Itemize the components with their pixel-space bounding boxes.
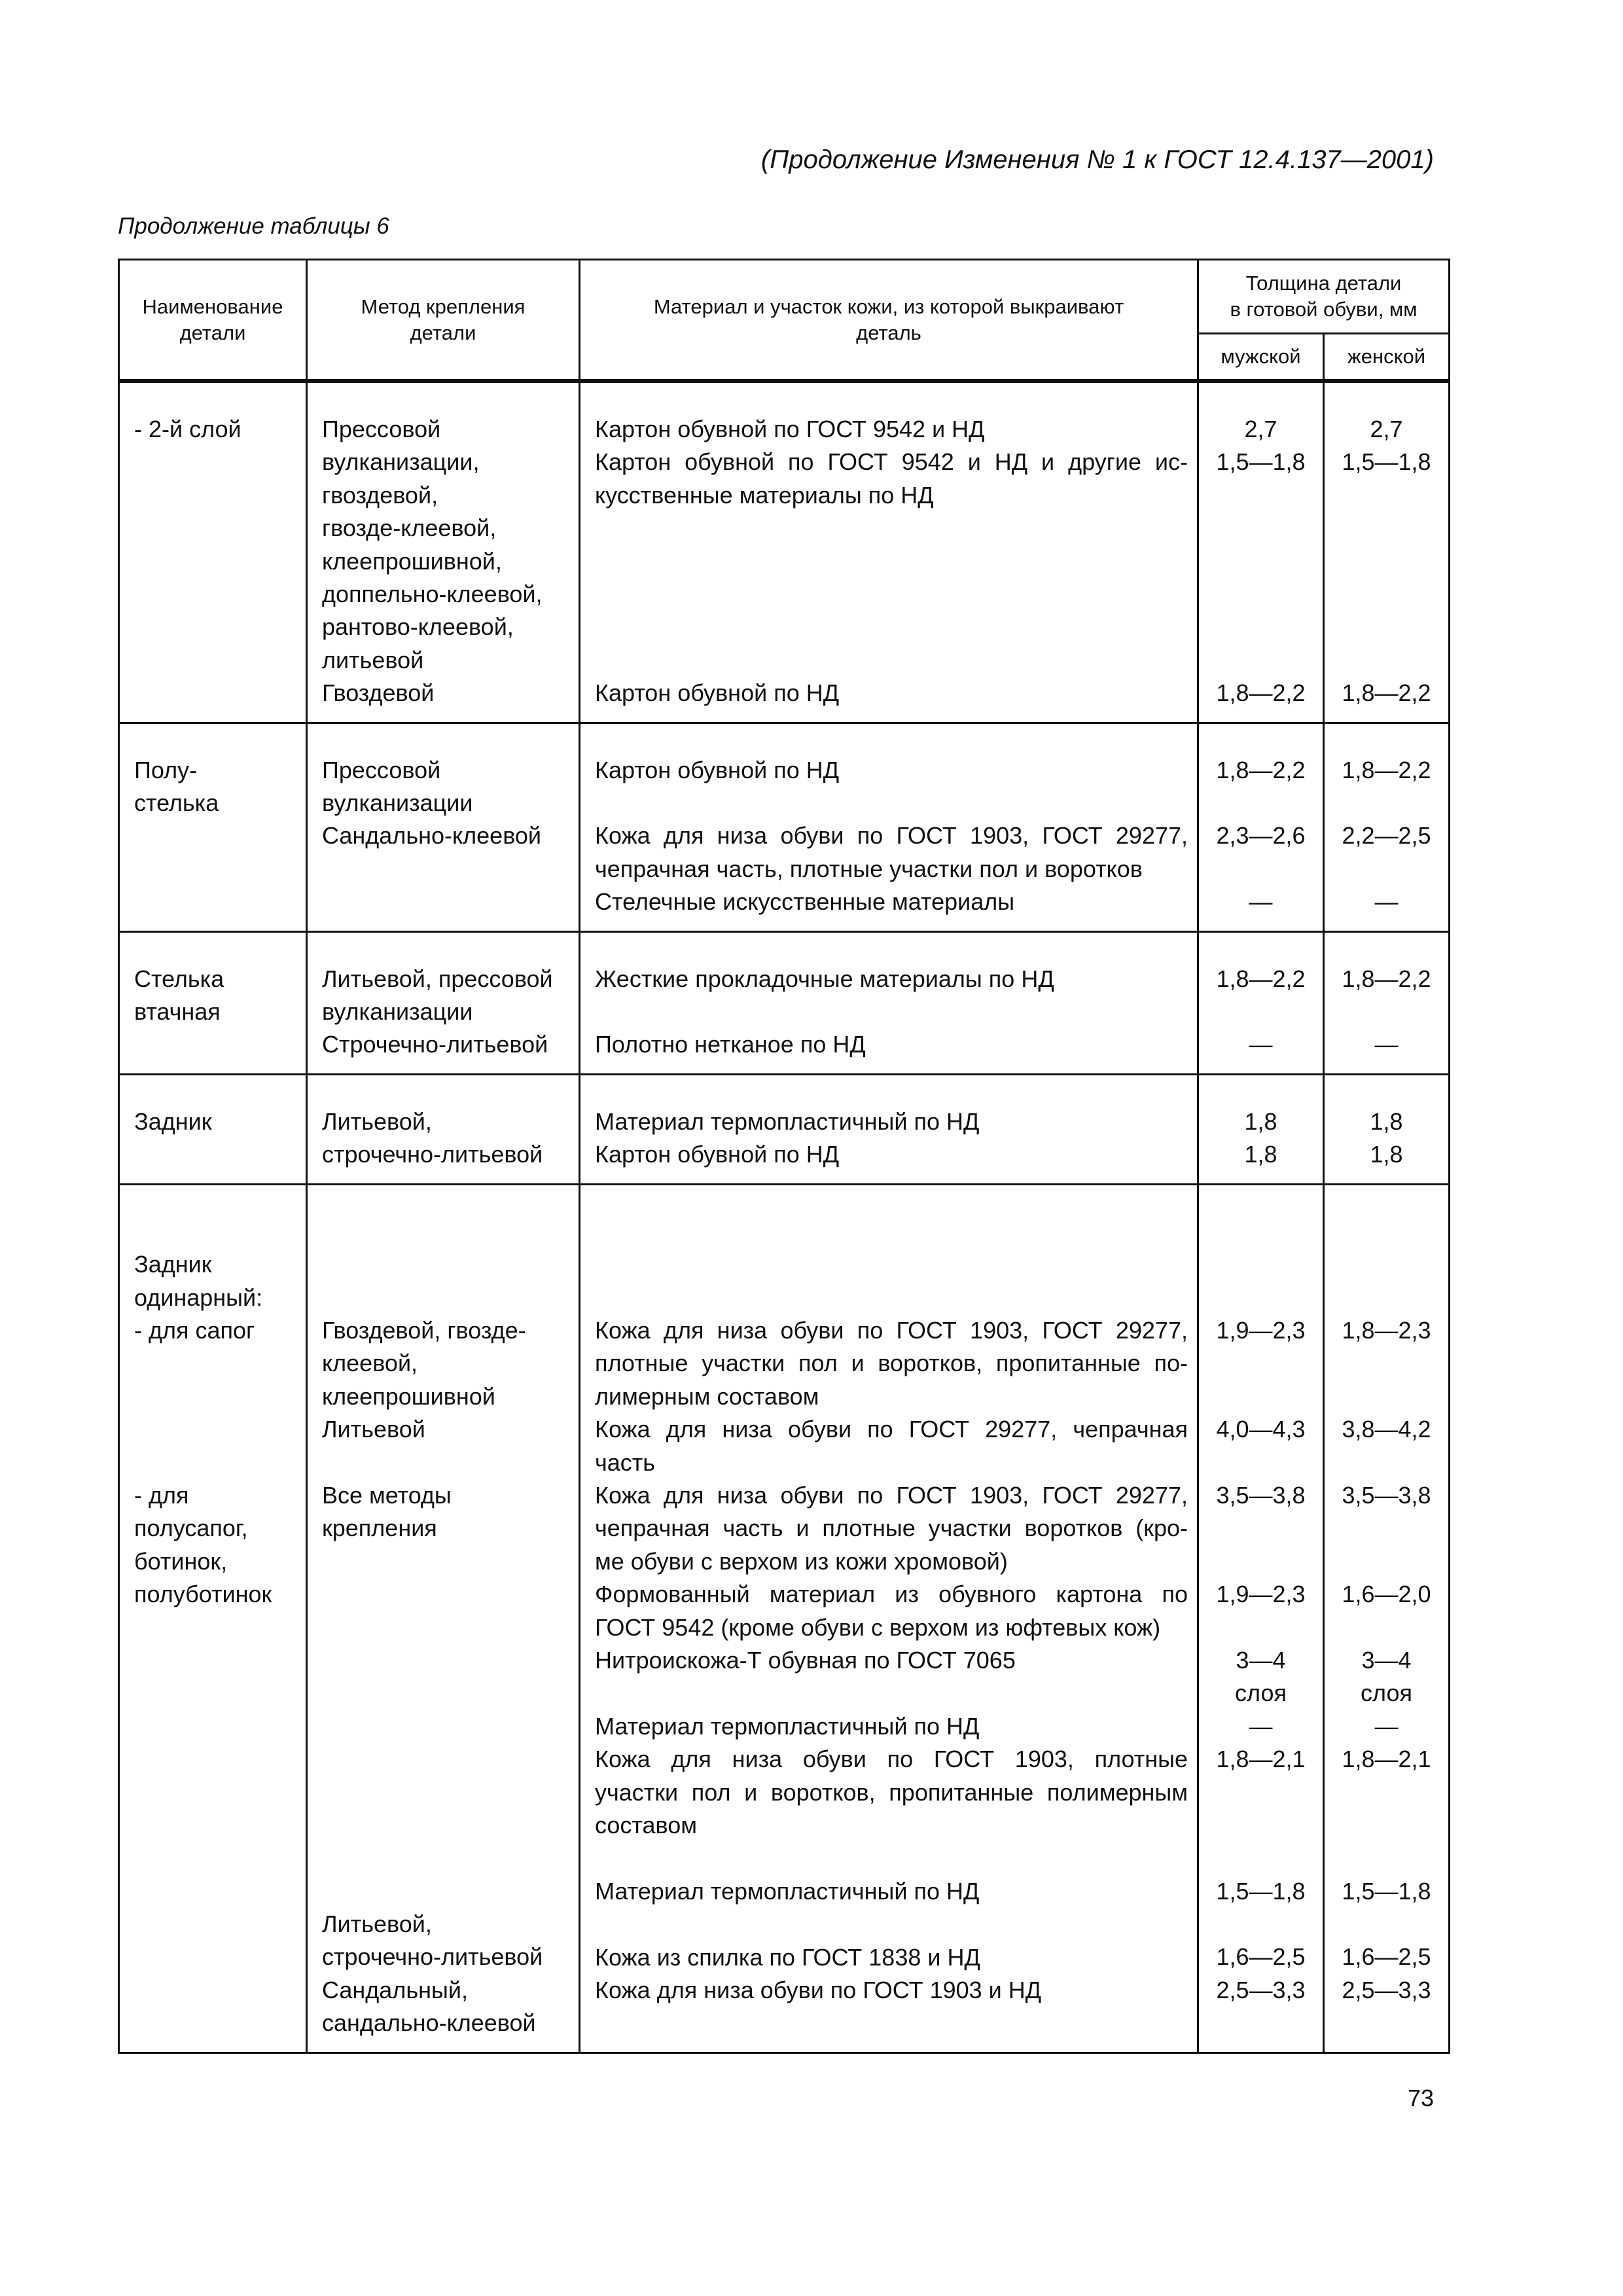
cell-fastening-method [307,1074,580,1184]
cell-line: Гвоздевой [322,679,435,707]
cell-line: Задник [134,1107,212,1135]
cell-line: — [1374,1712,1399,1740]
cell-line: Все методы [322,1481,452,1509]
cell-material [580,1074,1198,1184]
cell-line: 1,8—2,2 [1342,965,1431,992]
cell-line: 3,5—3,8 [1216,1481,1306,1509]
cell-fastening-method [307,723,580,931]
blank-line [1327,611,1446,643]
blank-line [595,578,1188,611]
blank-line [322,1776,569,1808]
blank-line [595,1908,1188,1941]
cell-line: клеевой, [322,1350,418,1377]
cell-line: 1,9—2,3 [1216,1581,1306,1608]
blank-line [595,545,1188,578]
cell-thickness-women [1324,382,1450,723]
blank-line [1202,1611,1320,1643]
blank-line [1327,1908,1446,1941]
blank-line [595,644,1188,677]
blank-line [1327,1809,1446,1842]
blank-line [1202,1545,1320,1578]
cell-line: Прессовой [322,756,441,783]
cell-line: составом [595,1811,698,1839]
cell-thickness-men [1198,382,1324,723]
cell-line: Литьевой [322,1416,425,1443]
blank-line [322,1248,569,1281]
column-header-material: Материал и участок кожи, из которой выкраивают деталь [580,260,1198,380]
cell-material [580,931,1198,1074]
blank-line [1327,1611,1446,1643]
cell-line: - для сапог [134,1316,255,1344]
blank-line [322,1710,569,1743]
blank-line [1327,1380,1446,1413]
cell-line: вулканизации [322,998,473,1026]
blank-line [1327,578,1446,611]
blank-line [1327,996,1446,1028]
blank-line [1327,787,1446,819]
cell-line: кусственные материалы по НД [595,481,934,509]
cell-line: 4,0—4,3 [1216,1416,1306,1443]
blank-line [1327,1347,1446,1380]
blank-line [322,1875,569,1908]
cell-line: сандально-клеевой [322,2009,536,2037]
cell-line: вулканизации [322,789,473,817]
cell-thickness-men [1198,723,1324,931]
cell-line: Картон обувной по ГОСТ 9542 и НД [595,416,985,442]
blank-line [134,1413,296,1446]
blank-line [595,1248,1188,1281]
cell-line: чепрачная часть, плотные участки пол и воротков [595,855,1143,882]
blank-line [1327,1281,1446,1314]
blank-line [1327,1842,1446,1874]
cell-line: 1,8—2,2 [1342,756,1431,783]
blank-line [1327,545,1446,578]
blank-line [1202,545,1320,578]
blank-line [1202,1281,1320,1314]
blank-line [134,1215,296,1248]
cell-line: — [1374,1031,1399,1058]
cell-part-name [119,723,307,931]
cell-line: рантово-клеевой, [322,613,514,641]
cell-line: Литьевой, [322,1107,432,1135]
cell-line: Кожа для низа обуви по ГОСТ 29277, чепрачная [595,1416,1188,1443]
blank-line [322,1677,569,1710]
blank-line [1202,787,1320,819]
cell-line: 3—4 [1236,1646,1286,1674]
cell-line: строчечно-литьевой [322,1141,543,1168]
column-header-women: женской [1324,334,1450,380]
cell-material [580,382,1198,723]
cell-line: 3,5—3,8 [1342,1481,1431,1509]
cell-line: Кожа для низа обуви по ГОСТ 1903, ГОСТ 29277, [595,822,1188,850]
cell-line: Сандально-клеевой [322,822,542,850]
cell-part-name [119,931,307,1074]
blank-line [1327,512,1446,545]
blank-line [1202,1248,1320,1281]
blank-line [322,1644,569,1677]
blank-line [1202,996,1320,1028]
cell-line: Литьевой, прессовой [322,965,553,992]
blank-line [322,1545,569,1578]
blank-line [595,1677,1188,1710]
blank-line [1202,1512,1320,1545]
cell-line: втачная [134,998,221,1026]
cell-line: Картон обувной по НД [595,1141,840,1168]
cell-line: 2,2—2,5 [1342,822,1431,850]
column-header-name: Наименование детали [119,260,307,380]
blank-line [1327,853,1446,886]
cell-line: 1,5—1,8 [1342,1877,1431,1905]
blank-line [1327,1545,1446,1578]
column-header-method: Метод крепления детали [307,260,580,380]
cell-line: 2,7 [1370,416,1403,442]
cell-line: Материал термопластичный по НД [595,1712,980,1740]
cell-line: Гвоздевой, гвозде- [322,1316,526,1344]
blank-line [1202,853,1320,886]
cell-line: 1,8 [1370,1141,1403,1168]
blank-line [322,1446,569,1479]
cell-line: доппельно-клеевой, [322,581,543,608]
cell-line: лимерным составом [595,1382,819,1410]
cell-line: 1,6—2,0 [1342,1581,1431,1608]
blank-line [595,512,1188,545]
cell-line: Стелька [134,965,224,992]
cell-line: 1,8—2,1 [1216,1746,1306,1773]
cell-line: 2,5—3,3 [1216,1976,1306,2003]
cell-part-name [119,382,307,723]
cell-thickness-men [1198,1074,1324,1184]
table-caption: Продолжение таблицы 6 [118,213,389,239]
blank-line [322,1578,569,1611]
blank-line [595,1215,1188,1248]
cell-line: плотные участки пол и воротков, пропитанные по- [595,1350,1188,1377]
blank-line [1202,512,1320,545]
cell-line: одинарный: [134,1283,263,1311]
page-number: 73 [1407,2085,1434,2111]
cell-line: Материал термопластичный по НД [595,1877,980,1905]
blank-line [322,1842,569,1874]
cell-line: 1,6—2,5 [1342,1943,1431,1971]
blank-line [1327,1446,1446,1479]
blank-line [1202,1776,1320,1808]
table-row [119,382,1450,723]
blank-line [134,1446,296,1479]
cell-line: участки пол и воротков, пропитанные полимерным [595,1778,1188,1806]
blank-line [1327,644,1446,677]
blank-line [322,1611,569,1643]
table-row [119,931,1450,1074]
blank-line [1202,1215,1320,1248]
cell-line: ме обуви с верхом из кожи хромовой) [595,1547,1008,1575]
blank-line [1202,1908,1320,1941]
blank-line [1202,611,1320,643]
blank-line [1327,479,1446,512]
blank-line [1202,1347,1320,1380]
cell-line: клеепрошивной, [322,547,502,575]
blank-line [1202,1842,1320,1874]
blank-line [1327,1215,1446,1248]
cell-part-name [119,1184,307,2053]
cell-line: 3,8—4,2 [1342,1416,1431,1443]
parts-thickness-table [118,259,1450,2054]
cell-line: 1,5—1,8 [1342,448,1431,476]
blank-line [595,1842,1188,1874]
cell-thickness-women [1324,1074,1450,1184]
cell-line: — [1249,888,1273,916]
cell-line: 1,8 [1244,1107,1277,1135]
blank-line [322,1743,569,1776]
cell-part-name [119,1074,307,1184]
cell-line: 1,6—2,5 [1216,1943,1306,1971]
cell-line: полусапог, [134,1515,248,1542]
blank-line [1202,578,1320,611]
cell-line: 1,8—2,2 [1342,679,1431,707]
cell-line: Кожа для низа обуви по ГОСТ 1903 и НД [595,1976,1042,2003]
blank-line [322,1809,569,1842]
cell-line: Формованный материал из обувного картона по [595,1581,1188,1608]
cell-line: 1,8 [1244,1141,1277,1168]
cell-line: 2,3—2,6 [1216,822,1306,850]
cell-line: — [1374,888,1399,916]
cell-line: слоя [1361,1679,1412,1707]
cell-material [580,723,1198,931]
table-row [119,1184,1450,2053]
cell-line: 1,5—1,8 [1216,1877,1306,1905]
cell-line: строчечно-литьевой [322,1943,543,1971]
cell-line: Полотно нетканое по НД [595,1031,866,1058]
cell-thickness-women [1324,723,1450,931]
cell-line: чепрачная часть и плотные участки воротков (кро- [595,1515,1188,1542]
blank-line [1202,479,1320,512]
table-row [119,1074,1450,1184]
cell-line: Строчечно-литьевой [322,1031,548,1058]
column-header-men: мужской [1198,334,1324,380]
cell-line: 1,8—2,2 [1216,965,1306,992]
cell-line: гвозде-клеевой, [322,514,497,542]
cell-line: Жесткие прокладочные материалы по НД [595,965,1054,992]
cell-line: ботинок, [134,1547,228,1575]
cell-line: 2,5—3,3 [1342,1976,1431,2003]
cell-line: 1,8 [1370,1107,1403,1135]
cell-line: клеепрошивной [322,1382,495,1410]
cell-line: 1,9—2,3 [1216,1316,1306,1344]
blank-line [1327,1776,1446,1808]
cell-fastening-method [307,931,580,1074]
cell-line: Картон обувной по НД [595,756,840,783]
cell-line: Стелечные искусственные материалы [595,888,1015,916]
cell-line: 2,7 [1244,416,1277,442]
cell-line: Прессовой [322,416,441,442]
cell-line: полуботинок [134,1581,272,1608]
cell-line: Кожа из спилка по ГОСТ 1838 и НД [595,1943,980,1971]
cell-line: стелька [134,789,219,817]
blank-line [1202,644,1320,677]
cell-line: Кожа для низа обуви по ГОСТ 1903, ГОСТ 29277, [595,1481,1188,1509]
blank-line [1327,1512,1446,1545]
cell-material [580,1184,1198,2053]
cell-line: Материал термопластичный по НД [595,1107,980,1135]
cell-line: 1,5—1,8 [1216,448,1306,476]
cell-line: Картон обувной по НД [595,679,840,707]
cell-line: 1,8—2,2 [1216,679,1306,707]
cell-line: Полу- [134,756,198,783]
blank-line [1202,1380,1320,1413]
cell-line: литьевой [322,646,424,673]
cell-line: 1,8—2,1 [1342,1746,1431,1773]
cell-line: — [1249,1031,1273,1058]
blank-line [595,996,1188,1028]
cell-line: - для [134,1481,189,1509]
blank-line [322,1215,569,1248]
blank-line [595,1281,1188,1314]
cell-thickness-women [1324,931,1450,1074]
cell-line: слоя [1235,1679,1287,1707]
document-running-header: (Продолжение Изменения № 1 к ГОСТ 12.4.137—2001) [760,145,1434,174]
cell-line: Картон обувной по ГОСТ 9542 и НД и другие ис- [595,448,1188,476]
column-header-thickness: Толщина детали в готовой обуви, мм [1198,260,1450,334]
cell-line: Задник [134,1251,212,1278]
cell-thickness-men [1198,931,1324,1074]
blank-line [1202,1446,1320,1479]
cell-line: ГОСТ 9542 (кроме обуви с верхом из юфтевых кож) [595,1613,1161,1641]
cell-line: часть [595,1448,656,1476]
cell-line: 3—4 [1361,1646,1412,1674]
blank-line [595,611,1188,643]
cell-line: Литьевой, [322,1910,432,1937]
cell-line: - 2-й слой [134,416,241,442]
cell-line: Кожа для низа обуви по ГОСТ 1903, ГОСТ 29277, [595,1316,1188,1344]
blank-line [1202,1809,1320,1842]
cell-line: Кожа для низа обуви по ГОСТ 1903, плотные [595,1746,1188,1773]
cell-line: Сандальный, [322,1976,468,2003]
blank-line [1327,1248,1446,1281]
cell-line: — [1249,1712,1273,1740]
blank-line [134,1347,296,1380]
cell-line: Нитроискожа-Т обувная по ГОСТ 7065 [595,1646,1016,1674]
cell-thickness-men [1198,1184,1324,2053]
cell-line: вулканизации, [322,448,480,476]
cell-line: 1,8—2,2 [1216,756,1306,783]
blank-line [322,1281,569,1314]
cell-line: 1,8—2,3 [1342,1316,1431,1344]
table-row [119,723,1450,931]
cell-fastening-method [307,1184,580,2053]
blank-line [595,787,1188,819]
blank-line [134,1380,296,1413]
cell-thickness-women [1324,1184,1450,2053]
cell-line: крепления [322,1515,437,1542]
cell-fastening-method [307,382,580,723]
cell-line: гвоздевой, [322,481,438,509]
